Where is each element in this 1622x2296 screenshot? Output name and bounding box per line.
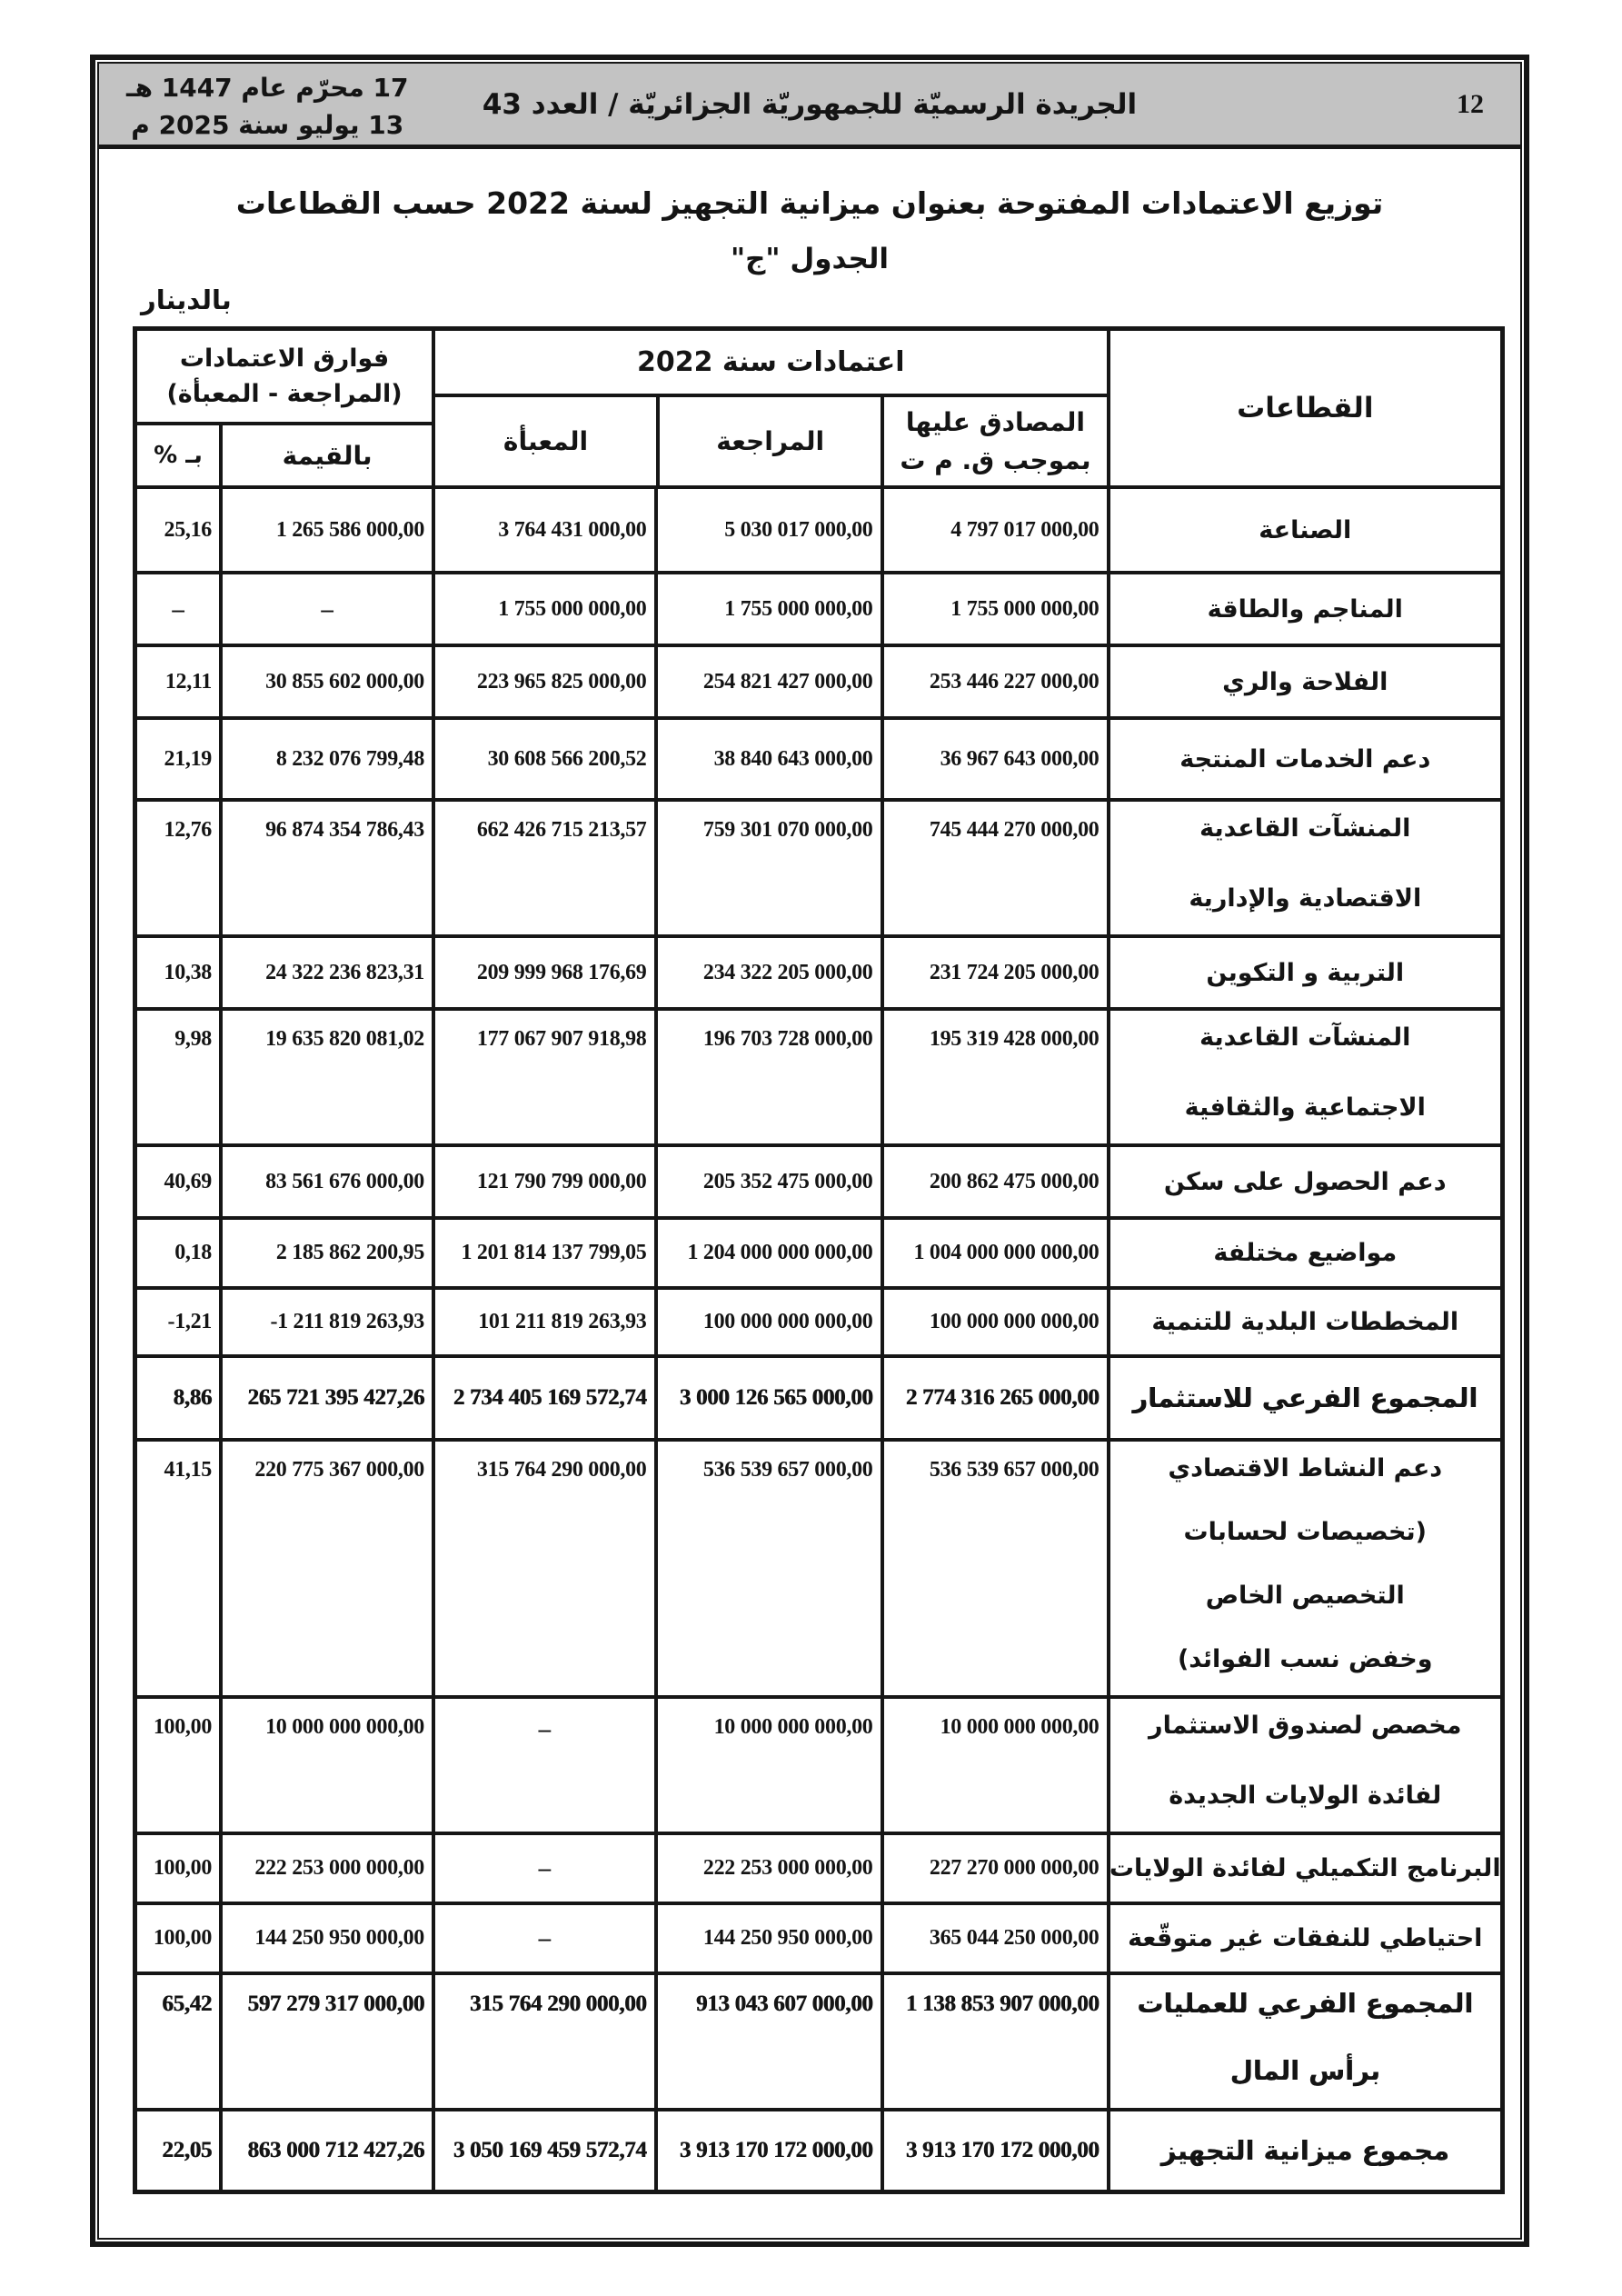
header-credits-2022: اعتمادات سنة 2022 xyxy=(435,331,1107,397)
cell-mobilized: – xyxy=(432,1835,653,1902)
header-differences-line2: (المراجعة - المعبأة) xyxy=(166,380,403,408)
cell-diff-percent: 100,00 xyxy=(153,1715,213,1739)
cell-mobilized: 121 790 799 000,00 xyxy=(432,1147,653,1216)
hijri-date: 17 محرّم عام 1447 هـ xyxy=(126,73,409,103)
header-revised: المراجعة xyxy=(656,397,881,485)
cell-approved: 100 000 000 000,00 xyxy=(881,1290,1107,1354)
cell-diff-percent: 9,98 xyxy=(174,1027,213,1051)
cell-mobilized: 177 067 907 918,98 xyxy=(432,1011,653,1143)
table-row xyxy=(137,1007,1500,1143)
header-differences-line1: فوارق الاعتمادات xyxy=(179,344,390,373)
table-row xyxy=(137,644,1500,716)
cell-approved: 4 797 017 000,00 xyxy=(881,489,1107,571)
cell-approved: 10 000 000 000,00 xyxy=(881,1699,1107,1832)
cell-revised: 10 000 000 000,00 xyxy=(654,1699,881,1832)
cell-diff-percent: -1,21 xyxy=(167,1310,213,1333)
cell-sector: مخصص لصندوق الاستثمار لفائدة الولايات الجديدة xyxy=(1107,1699,1501,1832)
cell-approved: 3 913 170 172 000,00 xyxy=(881,2111,1107,2190)
page-frame-inner xyxy=(97,62,1522,2240)
cell-revised: 5 030 017 000,00 xyxy=(654,489,881,571)
cell-mobilized: 315 764 290 000,00 xyxy=(432,1442,653,1695)
cell-mobilized: 223 965 825 000,00 xyxy=(432,647,653,716)
table-row xyxy=(137,489,1500,571)
cell-approved: 1 004 000 000 000,00 xyxy=(881,1220,1107,1286)
cell-revised: 3 000 126 565 000,00 xyxy=(654,1358,881,1438)
cell-diff-value: -1 211 819 263,93 xyxy=(219,1290,432,1354)
table-row xyxy=(137,1832,1500,1902)
cell-diff-value: 863 000 712 427,26 xyxy=(219,2111,432,2190)
cell-approved: 253 446 227 000,00 xyxy=(881,647,1107,716)
cell-diff-percent: 41,15 xyxy=(164,1458,213,1482)
cell-sector: دعم الحصول على سكن xyxy=(1107,1147,1501,1216)
cell-sector: المجموع الفرعي للعمليات برأس المال xyxy=(1107,1975,1501,2108)
cell-diff-value: 1 265 586 000,00 xyxy=(219,489,432,571)
cell-approved: 195 319 428 000,00 xyxy=(881,1011,1107,1143)
cell-sector: المنشآت القاعدية الاقتصادية والإدارية xyxy=(1107,802,1501,934)
cell-diff-value: 83 561 676 000,00 xyxy=(219,1147,432,1216)
cell-revised: 234 322 205 000,00 xyxy=(654,938,881,1007)
cell-revised: 144 250 950 000,00 xyxy=(654,1905,881,1972)
cell-revised: 913 043 607 000,00 xyxy=(654,1975,881,2108)
cell-sector: التربية و التكوين xyxy=(1107,938,1501,1007)
cell-revised: 100 000 000 000,00 xyxy=(654,1290,881,1354)
gregorian-date: 13 يوليو سنة 2025 م xyxy=(131,109,404,140)
cell-mobilized: 662 426 715 213,57 xyxy=(432,802,653,934)
cell-mobilized: – xyxy=(432,1699,653,1832)
cell-mobilized: – xyxy=(432,1905,653,1972)
header-differences-subrow xyxy=(137,425,432,485)
header-approved-line2: بموجب ق. م ت xyxy=(900,444,1091,475)
header-differences xyxy=(137,331,432,425)
cell-approved: 365 044 250 000,00 xyxy=(881,1905,1107,1972)
cell-sector: احتياطي للنفقات غير متوقّعة xyxy=(1107,1905,1501,1972)
header-by-value: بالقيمة xyxy=(219,425,432,485)
cell-diff-value: 8 232 076 799,48 xyxy=(219,720,432,798)
cell-diff-value: 2 185 862 200,95 xyxy=(219,1220,432,1286)
table-row xyxy=(137,1438,1500,1695)
table-row xyxy=(137,1354,1500,1438)
cell-mobilized: 2 734 405 169 572,74 xyxy=(432,1358,653,1438)
header-mobilized: المعبأة xyxy=(503,425,589,456)
cell-diff-value: 19 635 820 081,02 xyxy=(219,1011,432,1143)
cell-sector: الفلاحة والري xyxy=(1107,647,1501,716)
cell-sector: البرنامج التكميلي لفائدة الولايات xyxy=(1107,1835,1501,1902)
table-row xyxy=(137,1216,1500,1286)
cell-approved: 227 270 000 000,00 xyxy=(881,1835,1107,1902)
cell-diff-value: 96 874 354 786,43 xyxy=(219,802,432,934)
cell-revised: 205 352 475 000,00 xyxy=(654,1147,881,1216)
header-credits-subrow xyxy=(435,397,1107,485)
table-header xyxy=(137,331,1500,489)
page-frame xyxy=(90,55,1529,2247)
cell-diff-percent: – xyxy=(172,594,184,623)
cell-diff-percent: 10,38 xyxy=(164,960,213,984)
cell-mobilized: 101 211 819 263,93 xyxy=(432,1290,653,1354)
cell-diff-value: 30 855 602 000,00 xyxy=(219,647,432,716)
document-title: توزيع الاعتمادات المفتوحة بعنوان ميزانية التجهيز لسنة 2022 حسب القطاعات xyxy=(235,185,1384,221)
cell-mobilized: 1 201 814 137 799,05 xyxy=(432,1220,653,1286)
cell-sector: الصناعة xyxy=(1107,489,1501,571)
cell-mobilized: 1 755 000 000,00 xyxy=(432,574,653,644)
cell-sector: المخططات البلدية للتنمية xyxy=(1107,1290,1501,1354)
cell-diff-percent: 25,16 xyxy=(164,517,213,542)
table-row xyxy=(137,1143,1500,1216)
cell-revised: 536 539 657 000,00 xyxy=(654,1442,881,1695)
header-sectors: القطاعات xyxy=(1107,331,1501,485)
cell-diff-percent: 100,00 xyxy=(153,1926,213,1950)
table-row xyxy=(137,934,1500,1007)
cell-approved: 1 138 853 907 000,00 xyxy=(881,1975,1107,2108)
cell-diff-value: 144 250 950 000,00 xyxy=(219,1905,432,1972)
cell-diff-percent: 12,11 xyxy=(164,669,213,694)
cell-revised: 196 703 728 000,00 xyxy=(654,1011,881,1143)
cell-diff-percent: 65,42 xyxy=(162,1992,213,2016)
cell-mobilized: 30 608 566 200,52 xyxy=(432,720,653,798)
cell-diff-percent: 8,86 xyxy=(173,1385,213,1410)
cell-diff-percent: 22,05 xyxy=(162,2138,213,2162)
budget-table xyxy=(133,326,1505,2194)
cell-sector: المجموع الفرعي للاستثمار xyxy=(1107,1358,1501,1438)
table-row xyxy=(137,1286,1500,1354)
cell-diff-percent: 21,19 xyxy=(164,746,213,771)
currency-note: بالدينار xyxy=(141,285,232,315)
cell-revised: 1 204 000 000 000,00 xyxy=(654,1220,881,1286)
cell-diff-value: 265 721 395 427,26 xyxy=(219,1358,432,1438)
cell-sector: المناجم والطاقة xyxy=(1107,574,1501,644)
cell-sector: المنشآت القاعدية الاجتماعية والثقافية xyxy=(1107,1011,1501,1143)
table-row xyxy=(137,1695,1500,1832)
cell-diff-value: 597 279 317 000,00 xyxy=(219,1975,432,2108)
cell-mobilized: 3 050 169 459 572,74 xyxy=(432,2111,653,2190)
header-approved xyxy=(881,397,1106,485)
issue-dates xyxy=(126,70,409,144)
cell-sector: دعم الخدمات المنتجة xyxy=(1107,720,1501,798)
cell-approved: 536 539 657 000,00 xyxy=(881,1442,1107,1695)
cell-mobilized: 3 764 431 000,00 xyxy=(432,489,653,571)
cell-revised: 38 840 643 000,00 xyxy=(654,720,881,798)
cell-diff-percent: 0,18 xyxy=(174,1241,213,1264)
table-row xyxy=(137,1972,1500,2108)
cell-approved: 745 444 270 000,00 xyxy=(881,802,1107,934)
table-row xyxy=(137,2108,1500,2190)
cell-mobilized: 315 764 290 000,00 xyxy=(432,1975,653,2108)
cell-revised: 222 253 000 000,00 xyxy=(654,1835,881,1902)
cell-revised: 1 755 000 000,00 xyxy=(654,574,881,644)
cell-sector: مواضيع مختلفة xyxy=(1107,1220,1501,1286)
cell-revised: 759 301 070 000,00 xyxy=(654,802,881,934)
table-label: الجدول "ج" xyxy=(730,243,890,275)
cell-approved: 1 755 000 000,00 xyxy=(881,574,1107,644)
cell-diff-percent: 12,76 xyxy=(164,818,213,842)
masthead-band xyxy=(99,64,1520,149)
cell-diff-value: – xyxy=(219,574,432,644)
table-row xyxy=(137,571,1500,644)
table-row xyxy=(137,798,1500,934)
cell-diff-percent: 100,00 xyxy=(153,1856,213,1880)
cell-sector: دعم النشاط الاقتصادي (تخصيصات لحسابات التخصيص الخاص وخفض نسب الفوائد) xyxy=(1107,1442,1501,1695)
cell-approved: 36 967 643 000,00 xyxy=(881,720,1107,798)
cell-diff-value: 220 775 367 000,00 xyxy=(219,1442,432,1695)
cell-approved: 2 774 316 265 000,00 xyxy=(881,1358,1107,1438)
header-approved-line1: المصادق عليها xyxy=(905,406,1085,437)
cell-approved: 231 724 205 000,00 xyxy=(881,938,1107,1007)
cell-diff-value: 10 000 000 000,00 xyxy=(219,1699,432,1832)
cell-revised: 254 821 427 000,00 xyxy=(654,647,881,716)
cell-diff-value: 222 253 000 000,00 xyxy=(219,1835,432,1902)
masthead-title: الجريدة الرسميّة للجمهوريّة الجزائريّة / العدد 43 xyxy=(482,87,1138,121)
header-credits-2022-group xyxy=(432,331,1107,485)
cell-approved: 200 862 475 000,00 xyxy=(881,1147,1107,1216)
cell-mobilized: 209 999 968 176,69 xyxy=(432,938,653,1007)
header-by-percent: بـ % xyxy=(154,442,203,469)
header-differences-group xyxy=(137,331,432,485)
page-number: 12 xyxy=(1457,88,1484,119)
table-row xyxy=(137,1902,1500,1972)
table-row xyxy=(137,716,1500,798)
cell-diff-percent: 40,69 xyxy=(164,1169,213,1193)
cell-diff-value: 24 322 236 823,31 xyxy=(219,938,432,1007)
cell-revised: 3 913 170 172 000,00 xyxy=(654,2111,881,2190)
cell-sector: مجموع ميزانية التجهيز xyxy=(1107,2111,1501,2190)
table-body xyxy=(137,489,1500,2190)
